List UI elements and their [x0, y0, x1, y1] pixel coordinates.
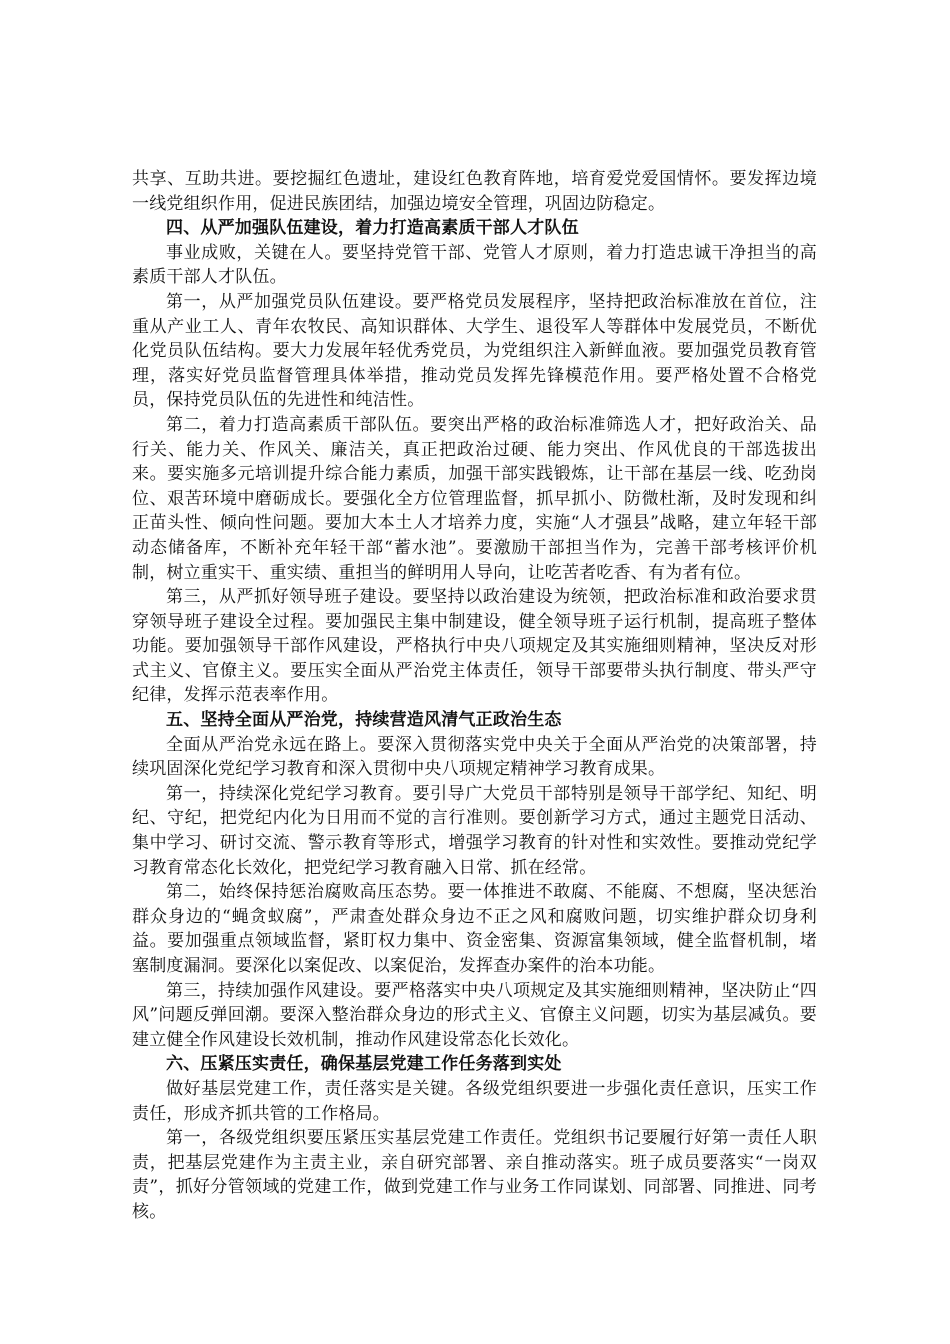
section-heading-5: 五、坚持全面从严治党，持续营造风清气正政治生态 [166, 710, 562, 731]
paragraph-section-5-second: 第二，始终保持惩治腐败高压态势。要一体推进不敢腐、不能腐、不想腐，坚决惩治群众身边的“蝇贪蚁腐”，严肃查处群众身边不正之风和腐败问题，切实维护群众切身利益。要加强重点领域监督，紧盯权力集中、资金密集、资源富集领域，健全监督机制，堵塞制度漏洞。要深化以案促改、以案促治，发挥查办案件的治本功能。 [132, 882, 817, 976]
paragraph-section-5-first: 第一，持续深化党纪学习教育。要引导广大党员干部特别是领导干部学纪、知纪、明纪、守纪，把党纪内化为日用而不觉的言行准则。要创新学习方式，通过主题党日活动、集中学习、研讨交流、警示教育等形式，增强学习教育的针对性和实效性。要推动党纪学习教育常态化长效化，把党纪学习教育融入日常、抓在经常。 [132, 783, 817, 878]
paragraph-section-4-second: 第二，着力打造高素质干部队伍。要突出严格的政治标准筛选人才，把好政治关、品行关、能力关、作风关、廉洁关，真正把政治过硬、能力突出、作风优良的干部选拔出来。要实施多元培训提升综合能力素质，加强干部实践锻炼，让干部在基层一线、吃劲岗位、艰苦环境中磨砺成长。要强化全方位管理监督，抓早抓小、防微杜渐，及时发现和纠正苗头性、倾向性问题。要加大本土人才培养力度，实施“人才强县”战略，建立年轻干部动态储备库，不断补充年轻干部“蓄水池”。要激励干部担当作为，完善干部考核评价机制，树立重实干、重实绩、重担当的鲜明用人导向，让吃苦者吃香、有为者有位。 [132, 414, 817, 583]
paragraph-section-6-intro: 做好基层党建工作，责任落实是关键。各级党组织要进一步强化责任意识，压实工作责任，形成齐抓共管的工作格局。 [132, 1078, 817, 1124]
paragraph-section-5-intro: 全面从严治党永远在路上。要深入贯彻落实党中央关于全面从严治党的决策部署，持续巩固深化党纪学习教育和深入贯彻中央八项规定精神学习教育成果。 [132, 734, 817, 780]
paragraph-section-4-third: 第三，从严抓好领导班子建设。要坚持以政治建设为统领，把政治标准和政治要求贯穿领导班子建设全过程。要加强民主集中制建设，健全领导班子运行机制，提高班子整体功能。要加强领导干部作风建设，严格执行中央八项规定及其实施细则精神，坚决反对形式主义、官僚主义。要压实全面从严治党主体责任，领导干部要带头执行制度、带头严守纪律，发挥示范表率作用。 [132, 587, 817, 706]
paragraph-section-5-third: 第三，持续加强作风建设。要严格落实中央八项规定及其实施细则精神，坚决防止“四风”问题反弹回潮。要深入整治群众身边的形式主义、官僚主义问题，切实为基层减负。要建立健全作风建设长效机制，推动作风建设常态化长效化。 [132, 980, 817, 1050]
section-heading-4: 四、从严加强队伍建设，着力打造高素质干部人才队伍 [166, 218, 579, 239]
section-heading-6: 六、压紧压实责任，确保基层党建工作任务落到实处 [166, 1054, 562, 1075]
paragraph-section-6-first: 第一，各级党组织要压紧压实基层党建工作责任。党组织书记要履行好第一责任人职责，把基层党建作为主责主业，亲自研究部署、亲自推动落实。班子成员要落实“一岗双责”，抓好分管领域的党建工作，做到党建工作与业务工作同谋划、同部署、同推进、同考核。 [132, 1128, 817, 1222]
paragraph-section-4-first: 第一，从严加强党员队伍建设。要严格党员发展程序，坚持把政治标准放在首位，注重从产业工人、青年农牧民、高知识群体、大学生、退役军人等群体中发展党员，不断优化党员队伍结构。要大力发展年轻优秀党员，为党组织注入新鲜血液。要加强党员教育管理，落实好党员监督管理具体举措，推动党员发挥先锋模范作用。要严格处置不合格党员，保持党员队伍的先进性和纯洁性。 [132, 291, 817, 411]
paragraph-border-cooperation: 共享、互助共进。要挖掘红色遗址，建设红色教育阵地，培育爱党爱国情怀。要发挥边境一线党组织作用，促进民族团结，加强边境安全管理，巩固边防稳定。 [132, 169, 817, 214]
document-page [132, 167, 817, 1225]
paragraph-section-4-intro: 事业成败，关键在人。要坚持党管干部、党管人才原则，着力打造忠诚干净担当的高素质干部人才队伍。 [132, 242, 817, 288]
